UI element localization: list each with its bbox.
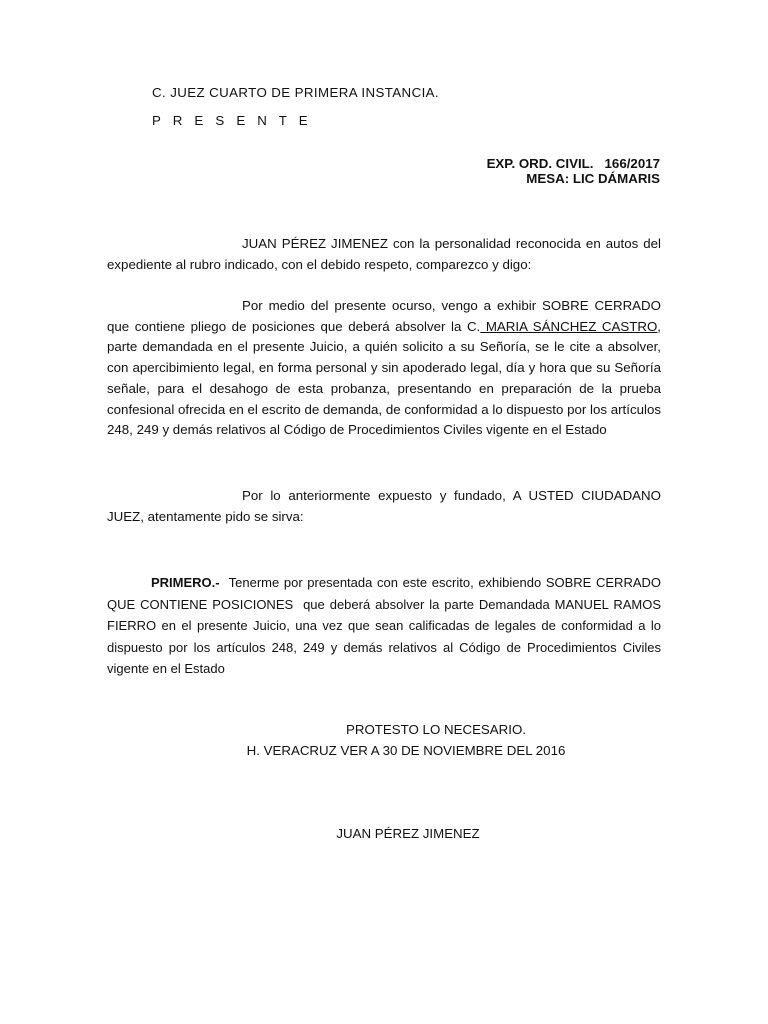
addressee-line: C. JUEZ CUARTO DE PRIMERA INSTANCIA. [152,85,440,100]
closing-protesto: PROTESTO LO NECESARIO. [345,722,527,737]
case-desk: MESA: LIC DÁMARIS [526,171,660,186]
first-point-paragraph [107,572,665,680]
case-number: EXP. ORD. CIVIL. 166/2017 [486,156,660,171]
first-point-text: Tenerme por presentada con este escrito, exhibiendo SOBRE CERRADO QUE CONTIENE POSICIONES que deberá absolver la parte Demandada MANUEL RAMOS FIERRO en el presente Juicio, una vez que sean calificadas de legales de conformidad a lo dispuesto por los artículos 248, 249 y demás relativos al Código de Procedimientos Civiles vigente en el Estado [107,575,665,676]
signature-name: JUAN PÉREZ JIMENEZ [336,826,480,841]
presente-line: P R E S E N T E [152,113,312,128]
intro-paragraph: JUAN PÉREZ JIMENEZ con la personalidad reconocida en autos del expediente al rubro indicado, con el debido respeto, comparezco y digo: [107,236,661,272]
petition-paragraph [107,296,661,441]
closing-place-date: H. VERACRUZ VER A 30 DE NOVIEMBRE DEL 2016 [246,743,566,758]
case-reference-block [487,156,660,186]
defendant-name: MARIA SÁNCHEZ CASTRO, [480,318,661,334]
request-paragraph: Por lo anteriormente expuesto y fundado, A USTED CIUDADANO JUEZ, atentamente pido se sirva: [107,488,661,524]
first-point-label: PRIMERO.- [151,575,220,590]
petition-text-start: Por medio del presente ocurso, vengo a exhibir SOBRE CERRADO que contiene pliego de posiciones que deberá absolver la C. [107,298,661,334]
petition-text-end: parte demandada en el presente Juicio, a quién solicito a su Señoría, se le cite a absolver, con apercibimiento legal, en forma personal y sin apoderado legal, día y hora que su Señoría señale, para el desahogo de esta probanza, presentando en preparación de la prueba confesional ofrecida en el escrito de demanda, de conformidad a lo dispuesto por los artículos 248, 249 y demás relativos al Código de Procedimientos Civiles vigente en el Estado [107,339,661,438]
